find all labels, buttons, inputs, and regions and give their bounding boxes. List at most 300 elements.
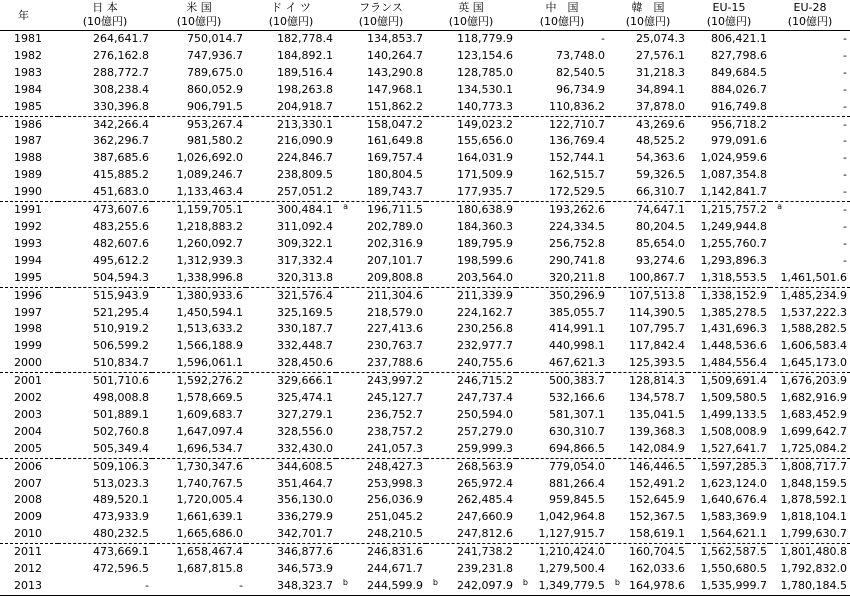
value-text: 230,256.8	[457, 322, 513, 336]
value-text: 1,024,959.6	[700, 151, 767, 165]
value-text: 184,360.3	[457, 219, 513, 233]
value-cell	[516, 184, 608, 201]
value-text: 1,215,757.2	[700, 203, 767, 217]
year-cell: 1989	[14, 168, 42, 182]
value-text: 325,169.5	[277, 305, 333, 319]
value-text: 351,464.7	[277, 476, 333, 490]
value-cell	[336, 373, 426, 390]
value-text: 74,647.1	[636, 203, 685, 217]
value-text: 779,054.0	[549, 459, 605, 473]
year-cell: 2009	[14, 510, 42, 524]
value-text: 1,255,760.7	[700, 236, 767, 250]
value-text: 1,159,705.1	[176, 203, 243, 217]
value-text: 140,773.3	[457, 99, 513, 113]
value-cell	[58, 424, 152, 441]
value-text: 1,499,133.5	[700, 407, 767, 421]
value-text: 248,427.3	[367, 459, 423, 473]
value-text: 171,509.9	[457, 168, 513, 182]
value-text: 1,588,282.5	[780, 322, 847, 336]
value-text: 34,894.1	[636, 82, 685, 96]
value-cell	[770, 116, 850, 133]
value-cell	[426, 150, 516, 167]
value-text: 1,623,124.0	[700, 476, 767, 490]
value-text: 110,836.2	[549, 99, 605, 113]
table-row	[0, 82, 850, 99]
value-text: 1,349,779.5	[538, 579, 605, 592]
value-cell	[770, 253, 850, 270]
value-text: 1,808,717.7	[780, 459, 847, 473]
table-row	[0, 338, 850, 355]
value-cell	[58, 48, 152, 65]
table-row	[0, 305, 850, 322]
value-cell	[608, 561, 688, 578]
value-text: 180,638.9	[457, 203, 513, 217]
value-text: 151,862.2	[367, 99, 423, 113]
value-cell	[246, 578, 348, 595]
value-text: 1,658,467.4	[176, 545, 243, 559]
value-cell	[608, 167, 688, 184]
value-cell	[426, 373, 516, 390]
value-text: 501,710.6	[93, 374, 149, 388]
year-cell: 1981	[14, 32, 42, 45]
value-cell	[246, 526, 336, 543]
footnote-marker: a	[777, 202, 782, 212]
value-text: 152,367.5	[629, 510, 685, 524]
value-text: 224,334.5	[549, 219, 605, 233]
table-row	[0, 167, 850, 184]
value-cell	[336, 509, 426, 526]
table-row	[0, 31, 850, 48]
value-text: 262,485.4	[457, 493, 513, 507]
value-cell	[770, 458, 850, 475]
value-text: 330,187.7	[277, 322, 333, 336]
value-text: 204,918.7	[277, 99, 333, 113]
value-text: 1,645,173.0	[780, 356, 847, 370]
year-cell: 2000	[0, 355, 58, 372]
value-cell	[426, 82, 516, 99]
value-text: 189,743.7	[367, 185, 423, 199]
value-text: 149,023.2	[457, 117, 513, 131]
value-text: 230,763.7	[367, 339, 423, 353]
value-text: 242,097.9	[457, 579, 513, 592]
value-text: 1,279,500.4	[538, 562, 605, 576]
table-row	[0, 355, 850, 372]
value-cell	[336, 476, 426, 493]
value-text: 415,885.2	[93, 168, 149, 182]
value-text: 350,296.9	[549, 288, 605, 302]
value-text: 1,133,463.4	[176, 185, 243, 199]
value-cell	[246, 355, 336, 372]
value-cell	[608, 82, 688, 99]
value-text: 246,715.2	[457, 374, 513, 388]
value-text: 177,935.7	[457, 185, 513, 199]
value-cell	[152, 561, 246, 578]
value-text: 1,799,630.7	[780, 527, 847, 541]
value-cell	[426, 270, 516, 287]
value-cell	[336, 441, 426, 458]
year-cell: 2010	[0, 526, 58, 543]
value-text: 202,316.9	[367, 236, 423, 250]
value-text: 211,339.9	[457, 288, 513, 302]
value-text: 207,101.7	[367, 253, 423, 267]
year-cell: 1998	[14, 322, 42, 336]
footnote-marker: b	[522, 578, 528, 587]
value-text: 440,998.1	[549, 339, 605, 353]
value-cell	[516, 287, 608, 304]
value-cell	[608, 458, 688, 475]
value-cell	[426, 65, 516, 82]
value-cell	[516, 65, 608, 82]
value-text: 182,778.4	[277, 32, 333, 45]
value-text: 473,669.1	[93, 545, 149, 559]
value-text: 268,563.9	[457, 459, 513, 473]
value-cell	[58, 150, 152, 167]
value-cell	[336, 321, 426, 338]
value-cell	[336, 116, 426, 133]
value-cell	[58, 65, 152, 82]
value-cell	[688, 82, 770, 99]
value-text: 1,699,642.7	[780, 424, 847, 438]
value-cell	[152, 287, 246, 304]
value-cell	[336, 253, 426, 270]
value-text: 747,936.7	[187, 48, 243, 62]
value-cell	[336, 150, 426, 167]
value-text: 118,779.9	[457, 32, 513, 45]
value-cell	[688, 99, 770, 116]
col-unit-uk: (10億円)	[448, 15, 494, 28]
col-unit-france: (10億円)	[358, 15, 404, 28]
table-row	[0, 390, 850, 407]
value-text: 37,878.0	[636, 99, 685, 113]
value-cell	[58, 407, 152, 424]
value-cell	[58, 99, 152, 116]
value-text: 288,772.7	[93, 65, 149, 79]
value-cell	[688, 321, 770, 338]
value-text: 495,612.2	[93, 253, 149, 267]
value-text: 346,877.6	[277, 545, 333, 559]
value-text: -	[843, 32, 847, 45]
value-text: 473,607.6	[93, 203, 149, 217]
year-cell: 1988	[14, 151, 42, 165]
col-header-eu15: EU-15	[712, 1, 746, 14]
value-cell	[58, 476, 152, 493]
value-text: -	[843, 203, 847, 217]
value-text: 521,295.4	[93, 305, 149, 319]
year-cell: 1994	[14, 253, 42, 267]
value-cell	[246, 270, 336, 287]
value-cell	[152, 526, 246, 543]
value-text: 1,089,246.7	[176, 168, 243, 182]
value-cell	[516, 492, 608, 509]
value-cell	[608, 287, 688, 304]
value-cell	[688, 31, 770, 48]
value-cell	[608, 355, 688, 372]
col-header-korea: 韓 国	[631, 1, 665, 14]
value-cell	[58, 270, 152, 287]
footnote-marker: b	[342, 578, 348, 587]
value-cell	[608, 31, 688, 48]
value-cell	[608, 424, 688, 441]
value-cell	[688, 167, 770, 184]
header-row-names	[0, 0, 850, 15]
value-cell	[516, 441, 608, 458]
value-text: 43,269.6	[636, 117, 685, 131]
value-cell	[58, 509, 152, 526]
value-cell	[770, 390, 850, 407]
value-text: 513,023.3	[93, 476, 149, 490]
value-cell	[246, 476, 336, 493]
value-text: 158,619.1	[629, 527, 685, 541]
value-cell	[608, 373, 688, 390]
value-text: -	[843, 48, 847, 62]
value-cell	[58, 544, 152, 561]
value-cell	[426, 390, 516, 407]
value-cell	[152, 407, 246, 424]
value-text: -	[843, 185, 847, 199]
col-unit-eu28: (10億円)	[787, 15, 833, 28]
value-cell	[336, 48, 426, 65]
value-text: 1,606,583.4	[780, 339, 847, 353]
value-cell	[426, 578, 528, 595]
value-text: 140,264.7	[367, 48, 423, 62]
value-text: 134,853.7	[367, 32, 423, 45]
value-cell	[152, 476, 246, 493]
value-text: 1,730,347.6	[176, 459, 243, 473]
value-text: 227,413.6	[367, 322, 423, 336]
value-cell	[770, 270, 850, 287]
value-text: 238,809.5	[277, 168, 333, 182]
value-text: 1,293,896.3	[700, 253, 767, 267]
value-cell	[152, 355, 246, 372]
value-text: 308,238.4	[93, 82, 149, 96]
value-text: 750,014.7	[187, 32, 243, 45]
value-text: 501,889.1	[93, 407, 149, 421]
value-cell	[608, 184, 688, 201]
value-text: 232,977.7	[457, 339, 513, 353]
value-cell	[336, 407, 426, 424]
value-cell	[516, 509, 608, 526]
value-text: 256,036.9	[367, 493, 423, 507]
value-text: 1,461,501.6	[780, 270, 847, 284]
value-cell	[688, 355, 770, 372]
value-text: 136,769.4	[549, 134, 605, 148]
value-cell	[770, 544, 850, 561]
value-cell	[426, 116, 516, 133]
value-text: 139,368.3	[629, 424, 685, 438]
value-text: 1,550,680.5	[700, 562, 767, 576]
value-cell	[426, 355, 516, 372]
value-text: 1,665,686.0	[176, 527, 243, 541]
value-cell	[58, 561, 152, 578]
table-row	[0, 48, 850, 65]
value-cell	[516, 150, 608, 167]
year-cell: 1999	[14, 339, 42, 353]
value-text: 224,846.7	[277, 151, 333, 165]
value-text: 414,991.1	[549, 322, 605, 336]
value-cell	[152, 321, 246, 338]
value-cell	[608, 476, 688, 493]
value-text: 66,310.7	[636, 185, 685, 199]
value-text: 164,031.9	[457, 151, 513, 165]
col-unit-eu15: (10億円)	[706, 15, 752, 28]
value-text: 1,513,633.2	[176, 322, 243, 336]
value-text: 500,383.7	[549, 374, 605, 388]
value-cell	[152, 184, 246, 201]
value-text: -	[843, 82, 847, 96]
value-text: 209,808.8	[367, 270, 423, 284]
value-text: 162,515.7	[549, 168, 605, 182]
value-cell	[152, 441, 246, 458]
value-cell	[152, 99, 246, 116]
value-text: 247,737.4	[457, 391, 513, 405]
value-text: 123,154.6	[457, 48, 513, 62]
value-text: 505,349.4	[93, 441, 149, 455]
col-unit-japan: (10億円)	[82, 15, 128, 28]
year-cell: 1997	[14, 305, 42, 319]
year-cell: 1993	[14, 236, 42, 250]
value-cell	[426, 305, 516, 322]
value-cell	[516, 407, 608, 424]
value-text: 1,535,999.7	[700, 579, 767, 592]
value-cell	[246, 116, 336, 133]
value-cell	[608, 253, 688, 270]
value-text: 1,878,592.1	[780, 493, 847, 507]
value-cell	[608, 407, 688, 424]
value-cell	[516, 321, 608, 338]
value-cell	[152, 236, 246, 253]
value-cell	[246, 48, 336, 65]
year-cell: 2012	[14, 562, 42, 576]
value-text: 979,091.6	[711, 134, 767, 148]
value-cell	[516, 424, 608, 441]
year-cell: 2003	[14, 407, 42, 421]
value-text: 25,074.3	[636, 32, 685, 45]
value-text: 184,892.1	[277, 48, 333, 62]
value-text: 1,740,767.5	[176, 476, 243, 490]
value-cell	[58, 31, 152, 48]
col-unit-china: (10億円)	[539, 15, 585, 28]
table-row	[0, 578, 850, 595]
value-text: 327,279.1	[277, 407, 333, 421]
value-text: 203,564.0	[457, 270, 513, 284]
value-cell	[336, 184, 426, 201]
value-text: 243,997.2	[367, 374, 423, 388]
value-cell	[426, 544, 516, 561]
value-cell	[688, 65, 770, 82]
value-text: 48,525.2	[636, 134, 685, 148]
value-cell	[336, 202, 426, 219]
value-text: 240,755.6	[457, 356, 513, 370]
table-row	[0, 219, 850, 236]
value-cell	[770, 167, 850, 184]
value-text: 1,725,084.2	[780, 441, 847, 455]
value-cell	[152, 270, 246, 287]
value-text: 1,338,996.8	[176, 270, 243, 284]
year-cell: 1986	[14, 117, 42, 131]
value-cell	[336, 236, 426, 253]
value-cell	[516, 338, 608, 355]
value-text: 387,685.6	[93, 151, 149, 165]
value-cell	[152, 305, 246, 322]
year-cell: 1996	[14, 288, 42, 302]
value-text: 247,812.6	[457, 527, 513, 541]
value-cell	[770, 492, 850, 509]
value-cell	[58, 578, 152, 595]
value-text: 1,640,676.4	[700, 493, 767, 507]
value-text: 117,842.4	[629, 339, 685, 353]
value-cell	[58, 355, 152, 372]
value-cell	[58, 287, 152, 304]
year-cell: 1982	[14, 48, 42, 62]
value-cell	[426, 338, 516, 355]
year-cell: 2007	[14, 476, 42, 490]
table-row	[0, 65, 850, 82]
value-cell	[688, 373, 770, 390]
value-text: 1,596,061.1	[176, 356, 243, 370]
value-cell	[336, 338, 426, 355]
value-cell	[58, 253, 152, 270]
value-cell	[516, 355, 608, 372]
value-text: 300,484.1	[277, 203, 333, 217]
value-cell	[246, 167, 336, 184]
value-text: 161,649.8	[367, 134, 423, 148]
value-cell	[58, 202, 152, 219]
value-text: 244,599.9	[367, 579, 423, 592]
value-cell	[770, 338, 850, 355]
value-text: 953,267.4	[187, 117, 243, 131]
value-cell	[246, 305, 336, 322]
value-text: 881,266.4	[549, 476, 605, 490]
value-text: 54,363.6	[636, 151, 685, 165]
table-row	[0, 458, 850, 475]
col-unit-usa: (10億円)	[176, 15, 222, 28]
value-text: 581,307.1	[549, 407, 605, 421]
value-cell	[336, 305, 426, 322]
value-cell	[770, 184, 850, 201]
value-cell	[688, 441, 770, 458]
value-text: 202,789.0	[367, 219, 423, 233]
value-text: 510,834.7	[93, 356, 149, 370]
col-header-eu28: EU-28	[793, 1, 827, 14]
value-text: 1,566,188.9	[176, 339, 243, 353]
table-row	[0, 236, 850, 253]
value-text: 1,484,556.4	[700, 356, 767, 370]
value-cell	[688, 202, 782, 219]
value-text: 147,968.1	[367, 82, 423, 96]
value-text: 1,562,587.5	[700, 545, 767, 559]
value-text: 502,760.8	[93, 424, 149, 438]
value-text: 981,580.2	[187, 134, 243, 148]
table-row	[0, 184, 850, 201]
value-cell	[336, 492, 426, 509]
value-cell	[426, 561, 516, 578]
value-text: 180,804.5	[367, 168, 423, 182]
value-cell	[608, 305, 688, 322]
value-cell	[336, 82, 426, 99]
value-cell	[426, 31, 516, 48]
value-cell	[246, 544, 336, 561]
value-text: 467,621.3	[549, 356, 605, 370]
value-text: 128,785.0	[457, 65, 513, 79]
value-cell	[516, 578, 620, 595]
value-text: 152,645.9	[629, 493, 685, 507]
value-cell	[336, 526, 426, 543]
value-text: 1,448,536.6	[700, 339, 767, 353]
value-text: 1,696,534.7	[176, 441, 243, 455]
value-text: 239,231.8	[457, 562, 513, 576]
value-text: 169,757.4	[367, 151, 423, 165]
value-text: 1,682,916.9	[780, 391, 847, 405]
